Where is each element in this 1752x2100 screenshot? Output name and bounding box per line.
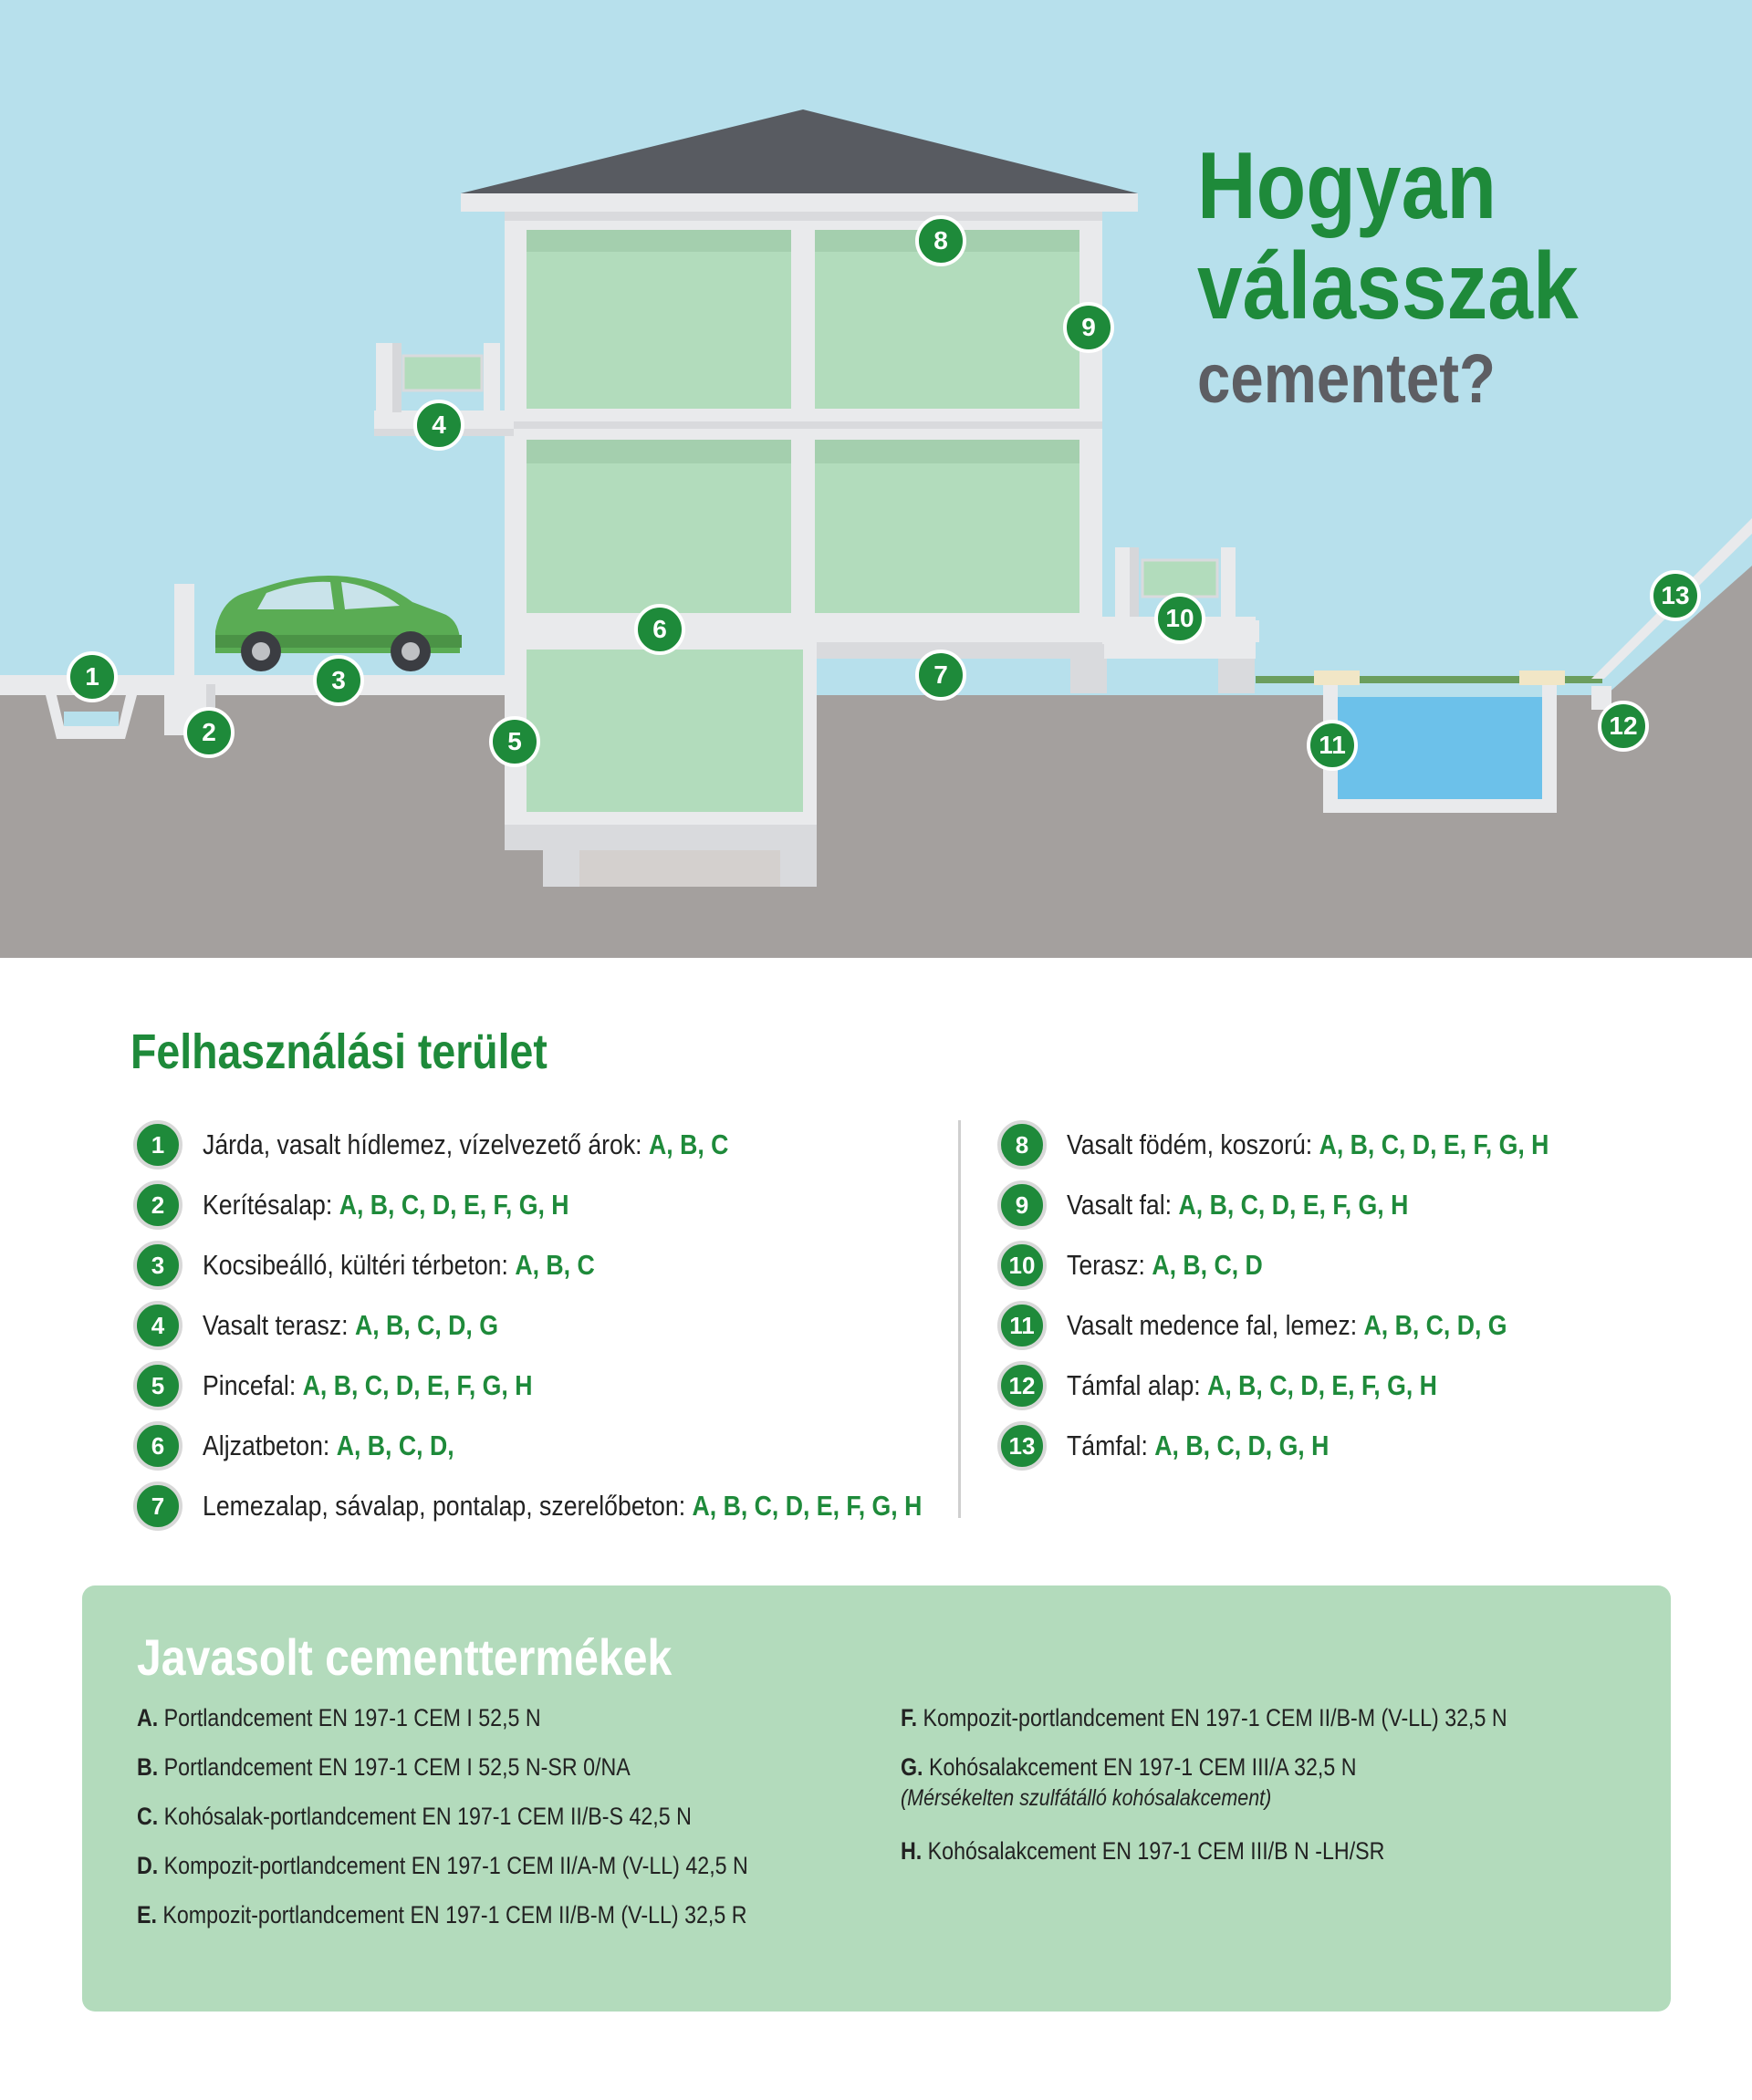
use-label: Vasalt födém, koszorú: A, B, C, D, E, F, G, H [1067,1128,1549,1160]
diagram-marker-8: 8 [915,215,966,266]
product-note: (Mérsékelten szulfátálló kohósalakcement) [901,1785,1272,1811]
use-item-6 [133,1416,1039,1476]
terrace-railing-glass [1142,560,1217,597]
diagram-marker-11: 11 [1307,720,1358,771]
product-item-a: A. Portlandcement EN 197-1 CEM I 52,5 N [137,1704,541,1731]
cement-codes: A, B, C, D, G [354,1309,498,1341]
product-item-d: D. Kompozit-portlandcement EN 197-1 CEM II/A-M (V-LL) 42,5 N [137,1852,748,1879]
window [815,440,1079,613]
diagram-marker-3: 3 [313,655,364,706]
diagram-marker-2: 2 [183,707,235,758]
use-label: Kerítésalap: A, B, C, D, E, F, G, H [203,1189,569,1221]
use-item-1 [133,1115,1039,1175]
diagram-marker-7: 7 [915,650,966,701]
use-item-10 [997,1235,1627,1295]
use-item-4 [133,1295,1039,1356]
use-label: Lemezalap, sávalap, pontalap, szerelőbeton: A, B, C, D, E, F, G, H [203,1490,923,1522]
diagram-marker-10: 10 [1154,593,1205,644]
uses-section-title: Felhasználási terület [130,1024,548,1079]
cement-codes: A, B, C, D, G, H [1154,1429,1330,1461]
use-item-2 [133,1175,1039,1235]
use-number-badge: 9 [997,1180,1047,1230]
use-number-badge: 8 [997,1120,1047,1170]
use-number-badge: 7 [133,1481,182,1531]
page-title-line-1: Hogyan [1197,133,1496,239]
roof-eave [461,193,1138,212]
use-number-badge: 10 [997,1241,1047,1290]
diagram-marker-5: 5 [489,716,540,767]
product-item-h: H. Kohósalakcement EN 197-1 CEM III/B N -LH/SR [901,1837,1385,1865]
use-number-badge: 13 [997,1421,1047,1471]
use-number-badge: 1 [133,1120,182,1170]
product-item-c: C. Kohósalak-portlandcement EN 197-1 CEM II/B-S 42,5 N [137,1803,692,1830]
diagram-marker-9: 9 [1063,302,1114,353]
use-number-badge: 6 [133,1421,182,1471]
basement-window [527,650,803,812]
use-label: Aljzatbeton: A, B, C, D, [203,1429,454,1461]
use-label: Vasalt terasz: A, B, C, D, G [203,1309,498,1341]
recommended-products-panel [82,1585,1671,2012]
use-label: Támfal alap: A, B, C, D, E, F, G, H [1067,1369,1437,1401]
use-number-badge: 5 [133,1361,182,1410]
cement-codes: A, B, C, D [1152,1249,1263,1281]
use-number-badge: 4 [133,1301,182,1350]
cement-codes: A, B, C [649,1128,729,1160]
fence-post [174,584,194,675]
use-item-12 [997,1356,1627,1416]
diagram-marker-12: 12 [1598,701,1649,752]
use-label: Támfal: A, B, C, D, G, H [1067,1429,1330,1461]
cement-codes: A, B, C, D, G [1363,1309,1507,1341]
use-item-11 [997,1295,1627,1356]
use-label: Vasalt fal: A, B, C, D, E, F, G, H [1067,1189,1409,1221]
products-section-title: Javasolt cementtermékek [137,1628,673,1686]
uses-list-left [133,1115,1039,1536]
use-item-9 [997,1175,1627,1235]
use-number-badge: 2 [133,1180,182,1230]
use-item-8 [997,1115,1627,1175]
product-item-e: E. Kompozit-portlandcement EN 197-1 CEM II/B-M (V-LL) 32,5 R [137,1901,747,1928]
diagram-marker-1: 1 [67,651,118,702]
use-number-badge: 3 [133,1241,182,1290]
use-label: Terasz: A, B, C, D [1067,1249,1263,1281]
cement-codes: A, B, C, D, E, F, G, H [1319,1128,1549,1160]
cement-codes: A, B, C, D, E, F, G, H [339,1189,569,1221]
basement-slab [505,825,817,850]
use-label: Járda, vasalt hídlemez, vízelvezető árok: A, B, C [203,1128,729,1160]
product-item-f: F. Kompozit-portlandcement EN 197-1 CEM II/B-M (V-LL) 32,5 N [901,1704,1507,1731]
diagram-marker-13: 13 [1650,570,1701,621]
product-item-g: G. Kohósalakcement EN 197-1 CEM III/A 32,5 N (Mérsékelten szulfátálló kohósalakcement) [901,1753,1507,1837]
use-number-badge: 11 [997,1301,1047,1350]
cement-codes: A, B, C [515,1249,595,1281]
cement-codes: A, B, C, D, [336,1429,454,1461]
cement-codes: A, B, C, D, E, F, G, H [302,1369,533,1401]
page-title-line-2: válasszak [1197,234,1579,339]
products-list-right [901,1704,1606,1887]
use-label: Kocsibeálló, kültéri térbeton: A, B, C [203,1249,595,1281]
page-title-line-3: cementet? [1197,340,1496,418]
window [527,440,791,613]
diagram-marker-6: 6 [634,604,685,655]
use-item-3 [133,1235,1039,1295]
cement-codes: A, B, C, D, E, F, G, H [692,1490,923,1522]
floor-slab [505,613,1102,624]
use-label: Vasalt medence fal, lemez: A, B, C, D, G [1067,1309,1507,1341]
cement-codes: A, B, C, D, E, F, G, H [1178,1189,1409,1221]
use-item-5 [133,1356,1039,1416]
cement-codes: A, B, C, D, E, F, G, H [1207,1369,1437,1401]
product-item-b: B. Portlandcement EN 197-1 CEM I 52,5 N-SR 0/NA [137,1753,631,1781]
use-item-13 [997,1416,1627,1476]
use-number-badge: 12 [997,1361,1047,1410]
use-label: Pincefal: A, B, C, D, E, F, G, H [203,1369,533,1401]
window [527,230,791,409]
products-list-left [137,1704,848,1950]
column-divider [958,1120,961,1518]
balcony-railing-glass [403,356,482,390]
use-item-7 [133,1476,1039,1536]
diagram-marker-4: 4 [413,400,464,451]
uses-list-right [997,1115,1627,1476]
